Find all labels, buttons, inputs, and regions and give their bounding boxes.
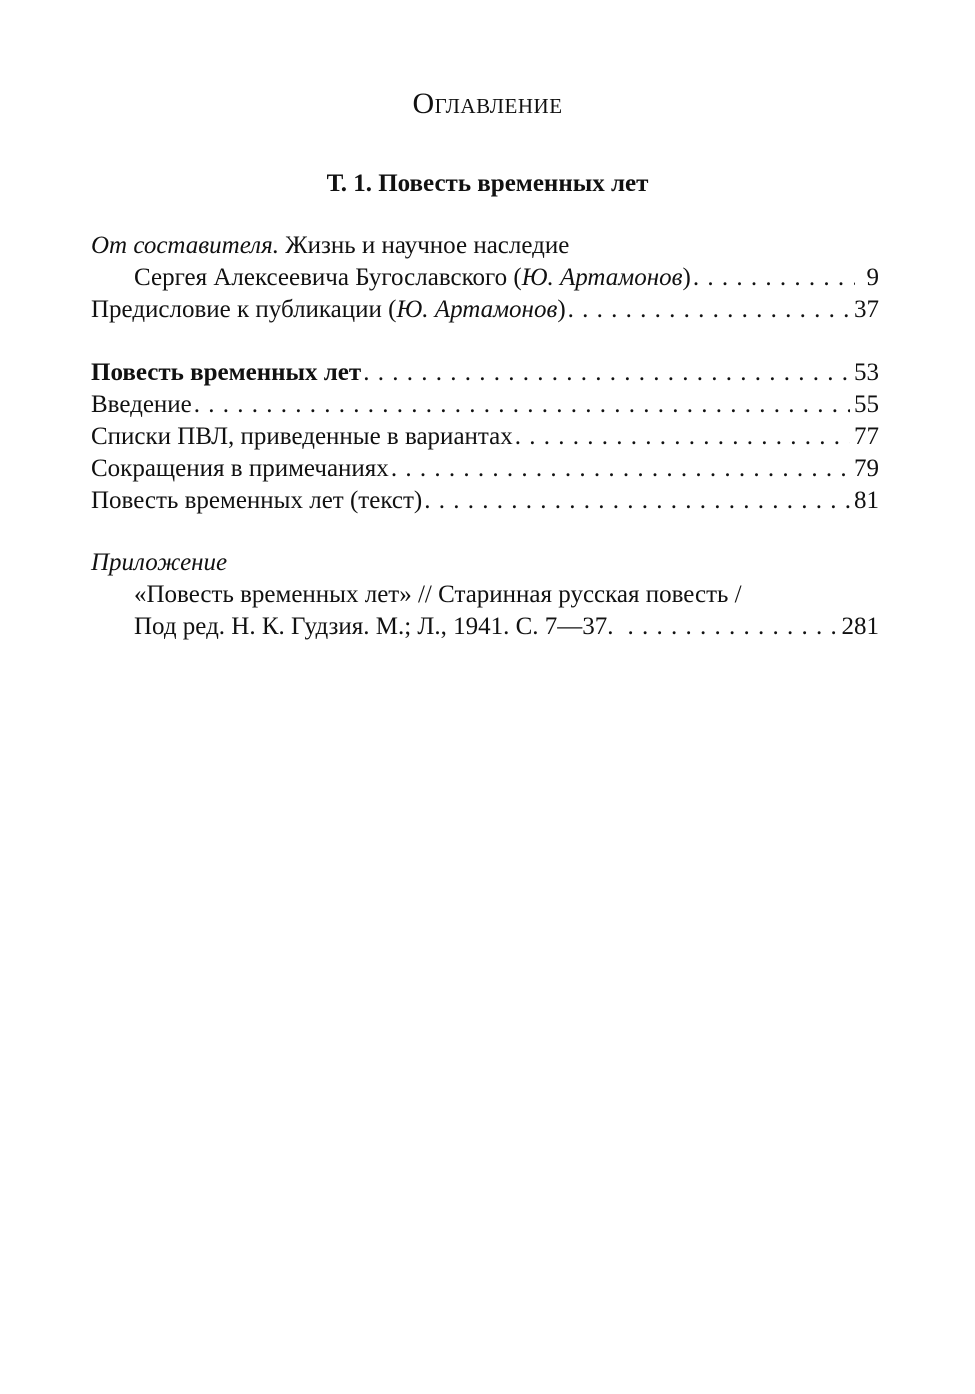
toc-main-group bbox=[91, 357, 879, 517]
toc-entry-preface[interactable] bbox=[91, 294, 879, 326]
page-number: 37 bbox=[854, 296, 879, 323]
entry-title: Введение bbox=[91, 391, 192, 418]
dot-leader bbox=[424, 485, 850, 517]
dot-leader bbox=[194, 389, 850, 421]
dot-leader bbox=[568, 294, 850, 326]
author-name: Ю. Артамонов bbox=[396, 296, 558, 323]
page-number: 9 bbox=[866, 264, 879, 291]
volume-title: Т. 1. Повесть временных лет bbox=[326, 170, 649, 197]
entry-title: Сокращения в примечаниях bbox=[91, 455, 389, 482]
toc-entry-compiler[interactable] bbox=[91, 230, 879, 262]
page-number: 77 bbox=[854, 423, 879, 450]
page-number: 79 bbox=[854, 455, 879, 482]
dot-leader bbox=[391, 453, 850, 485]
appendix-line[interactable]: «Повесть временных лет» // Старинная русская повесть / bbox=[134, 581, 742, 608]
toc-intro-group bbox=[91, 230, 879, 326]
entry-title: Предисловие к публикации (Ю. Артамонов) bbox=[91, 296, 566, 323]
toc-entry-compiler-cont[interactable] bbox=[91, 262, 879, 294]
toc-entry[interactable] bbox=[91, 421, 879, 453]
author-name: Ю. Артамонов bbox=[521, 264, 683, 291]
toc-entry[interactable] bbox=[91, 389, 879, 421]
dot-leader bbox=[515, 421, 850, 453]
page-number: 53 bbox=[854, 359, 879, 386]
entry-title: Сергея Алексеевича Бугославского (Ю. Артамонов) bbox=[134, 264, 691, 291]
entry-title: Повесть временных лет bbox=[91, 359, 362, 386]
entry-title: Под ред. Н. К. Гудзия. М.; Л., 1941. С. 7—37. bbox=[134, 613, 614, 640]
dot-leader bbox=[628, 611, 838, 643]
toc-appendix-group bbox=[91, 547, 879, 643]
appendix-entry[interactable] bbox=[91, 611, 879, 643]
page-number: 55 bbox=[854, 391, 879, 418]
page-title: Оглавление bbox=[412, 87, 563, 120]
toc-entry[interactable] bbox=[91, 485, 879, 517]
appendix-heading: Приложение bbox=[91, 549, 228, 576]
entry-title: Повесть временных лет (текст) bbox=[91, 487, 423, 514]
compiler-title: Жизнь и научное наследие bbox=[278, 232, 570, 259]
compiler-label: От составителя. bbox=[91, 232, 279, 259]
page-number: 81 bbox=[854, 487, 879, 514]
page-number: 281 bbox=[841, 613, 879, 640]
dot-leader bbox=[693, 262, 855, 294]
toc-entry[interactable] bbox=[91, 453, 879, 485]
dot-leader bbox=[363, 357, 850, 389]
entry-title: Списки ПВЛ, приведенные в вариантах bbox=[91, 423, 513, 450]
toc-entry[interactable] bbox=[91, 357, 879, 389]
